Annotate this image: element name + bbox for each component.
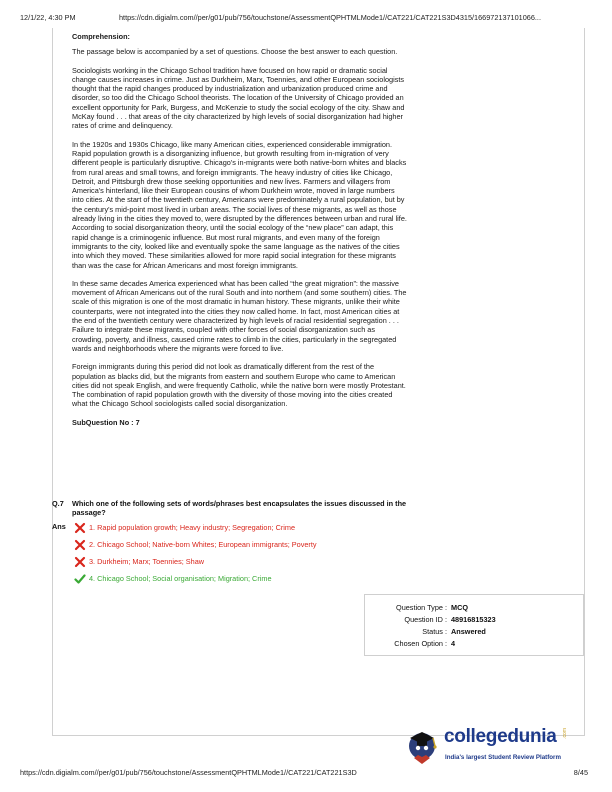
info-label: Question Type : bbox=[396, 603, 447, 612]
option-1 bbox=[74, 522, 295, 534]
option-text: 1. Rapid population growth; Heavy industry; Segregation; Crime bbox=[89, 523, 296, 532]
info-value: Answered bbox=[451, 627, 486, 636]
answer-label: Ans bbox=[52, 522, 66, 531]
brand-name: collegedunia bbox=[444, 726, 557, 747]
comprehension-heading: Comprehension: bbox=[72, 32, 130, 41]
option-text: 2. Chicago School; Native-born Whites; European immigrants; Poverty bbox=[89, 540, 317, 549]
question-label: Q.7 bbox=[52, 499, 64, 508]
print-header bbox=[20, 13, 594, 23]
cross-icon bbox=[74, 539, 86, 551]
question-text: Which one of the following sets of words/phrases best encapsulates the issues discussed in the passage? bbox=[72, 499, 407, 518]
page-number: 8/45 bbox=[573, 768, 588, 777]
check-icon bbox=[74, 573, 86, 585]
info-question-id bbox=[365, 615, 583, 625]
info-value: MCQ bbox=[451, 603, 469, 612]
option-4 bbox=[74, 573, 272, 585]
option-text: 3. Durkheim; Marx; Toennies; Shaw bbox=[89, 557, 205, 566]
print-header-url: https://cdn.digialm.com//per/g01/pub/756/touchstone/AssessmentQPHTMLMode1//CAT221/CAT221S3D4315/166972137101066... bbox=[119, 13, 541, 22]
passage-paragraph-2: In the 1920s and 1930s Chicago, like many American cities, experienced considerable immigration. Rapid population growth is a disorganizing influence, but growth resulting from in-migration of very different people is particularly disruptive. Chicago's in-migrants were both native-born whites and blacks from rural areas and small towns, and foreign immigrants. The heavy industry of cities like Chicago, Detroit, and Pittsburgh drew those seeking opportunities and new lives. Farmers and villagers from America's hinterland, like their European cousins of whom Durkheim wrote, moved in large numbers into cities. At the start of the twentieth century, Americans were predominately a rural population, but by the century's mid-point most lived in urban areas. The social lives of these migrants, as well as those already living in the cities they moved to, were disrupted by the differences between urban and rural life. According to social disorganization theory, until the social ecology of the “new place” can adapt, this rapid change is a criminogenic influence. But most rural migrants, and even many of the foreign immigrants to the city, looked like and eventually spoke the same language as the natives of the cities into which they moved. These similarities allowed for more rapid social integration for these migrants than was the case for African Americans and most foreign immigrants. bbox=[72, 139, 407, 270]
info-label: Question ID : bbox=[404, 615, 447, 624]
print-datetime: 12/1/22, 4:30 PM bbox=[20, 13, 76, 22]
graduate-icon bbox=[402, 724, 442, 768]
passage-paragraph-1: Sociologists working in the Chicago School tradition have focused on how rapid or dramatic social change causes increases in crime. Just as Durkheim, Marx, Toennies, and other European sociologists thought that the rapid changes produced by industrialization and urbanization produced crime and disorder, so too did the Chicago School theorists. The location of the University of Chicago provided an excellent opportunity for Park, Burgess, and McKenzie to study the social ecology of the city. Shaw and McKay found . . . that areas of the city characterized by high levels of social disorganization had higher rates of crime and delinquency. bbox=[72, 65, 405, 131]
question-info-box bbox=[364, 594, 584, 656]
passage-intro: The passage below is accompanied by a set of questions. Choose the best answer to each question. bbox=[72, 47, 398, 57]
option-text: 4. Chicago School; Social organisation; Migration; Crime bbox=[89, 574, 272, 583]
info-label: Chosen Option : bbox=[394, 639, 447, 648]
info-label: Status : bbox=[422, 627, 447, 636]
option-2 bbox=[74, 539, 317, 551]
passage-paragraph-3: In these same decades America experienced what has been called “the great migration”: the massive movement of African Americans out of the rural South and into northern (and some southern) cities. The scale of this migration is one of the most dramatic in human history. These migrants, unlike their white counterparts, were not integrated into the cities they now called home. In fact, most American cities at the end of the twentieth century were characterized by high levels of racial residential segregation . . . Failure to integrate these migrants, coupled with other forces of social disorganization such as crowding, poverty, and illness, caused crime rates to climb in the cities, particularly in the segregated wards and neighborhoods where the migrants were forced to live. bbox=[72, 278, 407, 353]
passage bbox=[72, 32, 408, 427]
cross-icon bbox=[74, 522, 86, 534]
brand-suffix: .com bbox=[562, 728, 568, 739]
passage-paragraph-4: Foreign immigrants during this period did not look as dramatically different from the rest of the population as blacks did, but the migrants from eastern and southern Europe who came to American cities did not speak English, and were frequently Catholic, while the native born were mostly Protestant. The combination of rapid population growth with the diversity of those moving into the cities created what the Chicago School sociologists called social disorganization. bbox=[72, 362, 406, 409]
option-3 bbox=[74, 556, 204, 568]
info-value: 4 bbox=[451, 639, 456, 648]
collegedunia-logo bbox=[402, 724, 572, 772]
subquestion-number: SubQuestion No : 7 bbox=[72, 417, 140, 427]
brand-tagline: India's largest Student Review Platform bbox=[445, 754, 561, 761]
info-status bbox=[365, 627, 583, 637]
info-chosen-option bbox=[365, 639, 583, 649]
info-question-type bbox=[365, 603, 583, 613]
info-value: 48916815323 bbox=[451, 615, 496, 624]
cross-icon bbox=[74, 556, 86, 568]
print-footer-url: https://cdn.digialm.com//per/g01/pub/756/touchstone/AssessmentQPHTMLMode1//CAT221/CAT221S3D bbox=[20, 768, 357, 777]
